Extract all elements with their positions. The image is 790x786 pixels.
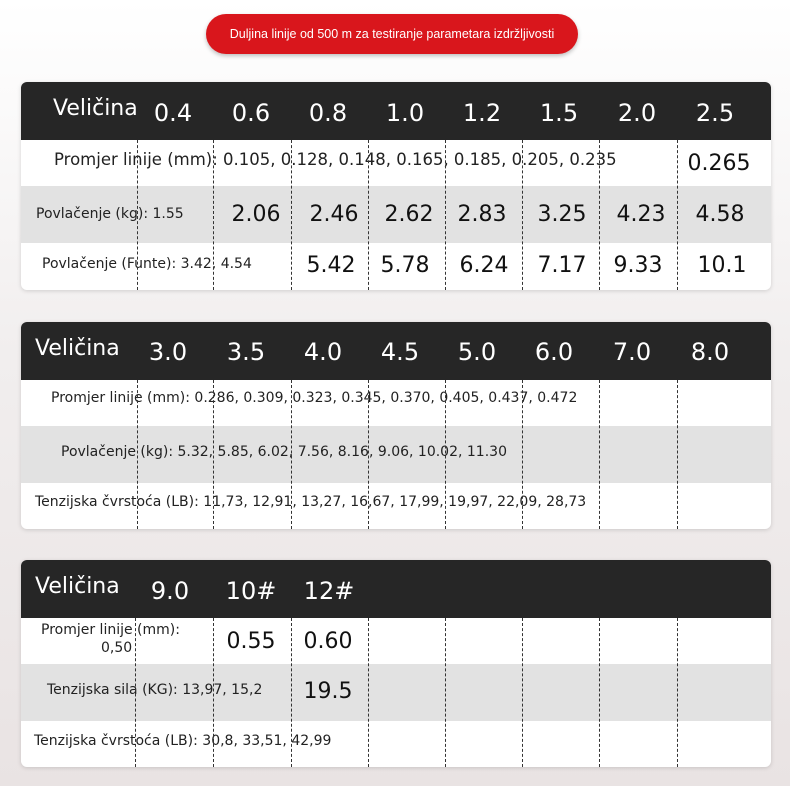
tensile-kg-value-12: 19.5: [303, 679, 353, 704]
size-10: 10#: [225, 577, 277, 605]
column-divider: [291, 380, 292, 529]
table-header: [21, 560, 771, 618]
tensile-lb-text: Tenzijska čvrstoća (LB): 11,73, 12,91, 13,27, 16,67, 17,99, 19,97, 22,09, 28,73: [35, 494, 587, 510]
pull-kg-value-1.2: 2.83: [457, 202, 507, 227]
column-divider: [677, 380, 678, 529]
size-header-label: Veličina: [35, 336, 120, 361]
column-divider: [135, 618, 136, 767]
table-header: [21, 322, 771, 380]
size-12: 12#: [303, 577, 355, 605]
tensile-lb-row: [21, 483, 771, 529]
table-header: [21, 82, 771, 140]
pull-lb-value-1.2: 6.24: [459, 253, 509, 278]
pull-kg-value-0.8: 2.46: [309, 202, 359, 227]
column-divider: [599, 618, 600, 767]
size-3.0: 3.0: [148, 338, 188, 366]
spec-table-2: [21, 322, 771, 529]
diameter-value-12: 0.60: [303, 629, 353, 654]
size-1.5: 1.5: [539, 99, 579, 127]
tensile-lb-text: Tenzijska čvrstoća (LB): 30,8, 33,51, 42,99: [34, 733, 332, 749]
pull-lb-value-1.0: 5.78: [380, 253, 430, 278]
size-0.8: 0.8: [308, 99, 348, 127]
pull-lb-value-2.0: 9.33: [613, 253, 663, 278]
size-2.5: 2.5: [695, 99, 735, 127]
column-divider: [599, 140, 600, 290]
column-divider: [368, 140, 369, 290]
column-divider: [213, 380, 214, 529]
size-1.0: 1.0: [385, 99, 425, 127]
size-9.0: 9.0: [150, 577, 190, 605]
pull-lb-value-2.5: 10.1: [697, 253, 747, 278]
diameter-row: [21, 140, 771, 186]
size-0.6: 0.6: [231, 99, 271, 127]
tensile-kg-row: [21, 664, 771, 721]
diameter-value-10: 0.55: [226, 629, 276, 654]
column-divider: [522, 380, 523, 529]
diameter-text-line1: Promjer linije (mm):: [41, 622, 180, 638]
size-5.0: 5.0: [457, 338, 497, 366]
column-divider: [368, 618, 369, 767]
size-3.5: 3.5: [226, 338, 266, 366]
pull-kg-value-1.0: 2.62: [384, 202, 434, 227]
pull-kg-row: [21, 186, 771, 243]
column-divider: [677, 618, 678, 767]
size-1.2: 1.2: [462, 99, 502, 127]
column-divider: [599, 380, 600, 529]
title-banner: Duljina linije od 500 m za testiranje parametara izdržljivosti: [206, 14, 578, 54]
size-8.0: 8.0: [690, 338, 730, 366]
tensile-kg-text: Tenzijska sila (KG): 13,97, 15,2: [47, 682, 263, 698]
column-divider: [445, 380, 446, 529]
tensile-lb-row: [21, 721, 771, 767]
column-divider: [137, 380, 138, 529]
size-4.5: 4.5: [380, 338, 420, 366]
column-divider: [445, 618, 446, 767]
column-divider: [213, 140, 214, 290]
column-divider: [677, 140, 678, 290]
spec-table-1: [21, 82, 771, 290]
size-7.0: 7.0: [612, 338, 652, 366]
pull-lb-row: [21, 243, 771, 290]
diameter-text-line2: 0,50: [101, 640, 133, 656]
pull-kg-text: Povlačenje (kg): 5.32, 5.85, 6.02, 7.56, 8.16, 9.06, 10.02, 11.30: [61, 444, 507, 460]
column-divider: [137, 140, 138, 290]
size-6.0: 6.0: [534, 338, 574, 366]
pull-kg-row: [21, 426, 771, 483]
diameter-text: Promjer linije (mm): 0.286, 0.309, 0.323, 0.345, 0.370, 0.405, 0.437, 0.472: [51, 390, 578, 406]
size-2.0: 2.0: [617, 99, 657, 127]
spec-table-3: [21, 560, 771, 767]
diameter-value-2.5: 0.265: [687, 151, 751, 176]
size-0.4: 0.4: [153, 99, 193, 127]
diameter-text: Promjer linije (mm): 0.105, 0.128, 0.148, 0.165, 0.185, 0.205, 0.235: [54, 150, 617, 169]
pull-kg-value-1.5: 3.25: [537, 202, 587, 227]
column-divider: [291, 618, 292, 767]
pull-lb-text: Povlačenje (Funte): 3.42, 4.54: [42, 256, 252, 272]
size-header-label: Veličina: [35, 574, 120, 599]
pull-kg-text: Povlačenje (kg): 1.55: [36, 206, 184, 222]
pull-kg-value-2.0: 4.23: [616, 202, 666, 227]
pull-lb-value-1.5: 7.17: [537, 253, 587, 278]
column-divider: [213, 618, 214, 767]
size-4.0: 4.0: [303, 338, 343, 366]
column-divider: [368, 380, 369, 529]
column-divider: [445, 140, 446, 290]
size-header-label: Veličina: [53, 96, 138, 121]
pull-kg-value-2.5: 4.58: [695, 202, 745, 227]
diameter-row: [21, 618, 771, 664]
column-divider: [522, 618, 523, 767]
pull-lb-value-0.8: 5.42: [306, 253, 356, 278]
column-divider: [291, 140, 292, 290]
column-divider: [522, 140, 523, 290]
diameter-row: [21, 380, 771, 426]
pull-kg-value-0.6: 2.06: [231, 202, 281, 227]
